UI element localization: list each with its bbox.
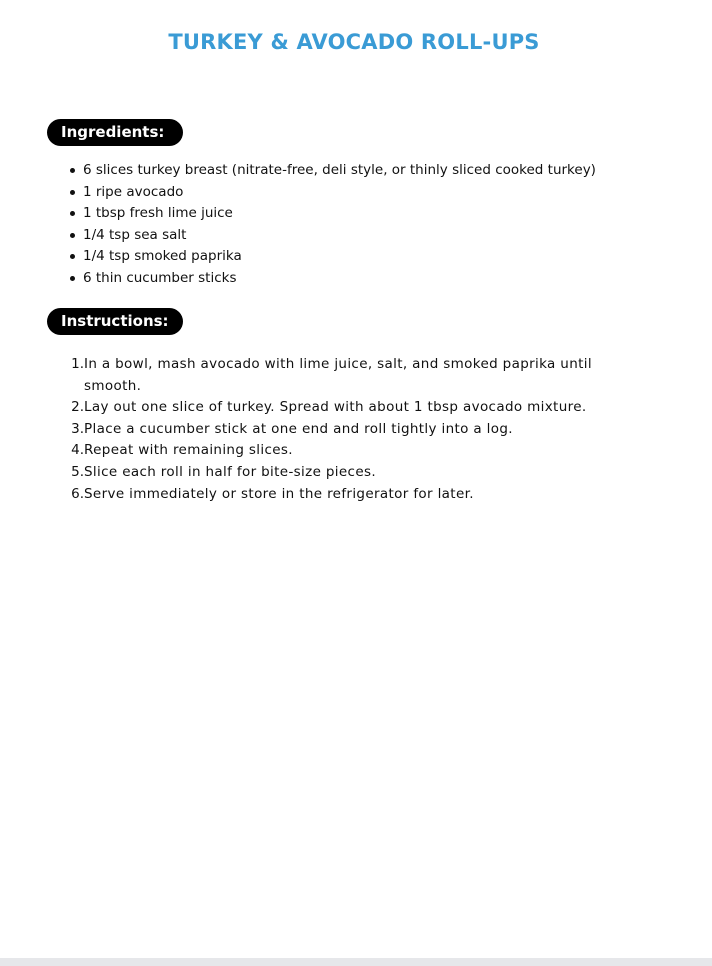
step-text: Place a cucumber stick at one end and roll tightly into a log.	[84, 420, 513, 437]
step-text: In a bowl, mash avocado with lime juice, salt, and smoked paprika until smooth.	[84, 356, 592, 394]
bullet-icon	[70, 276, 75, 281]
instruction-step	[66, 419, 646, 441]
step-text: Slice each roll in half for bite-size pieces.	[84, 463, 377, 480]
step-number: 3.	[71, 420, 84, 437]
ingredient-text: 6 thin cucumber sticks	[83, 269, 237, 286]
ingredient-text: 1 ripe avocado	[83, 183, 184, 200]
ingredient-item	[70, 203, 596, 225]
recipe-title	[0, 28, 708, 56]
ingredient-text: 6 slices turkey breast (nitrate-free, deli style, or thinly sliced cooked turkey)	[83, 162, 596, 178]
step-number: 4.	[71, 442, 84, 459]
instruction-step	[66, 462, 646, 484]
ingredient-text: 1 tbsp fresh lime juice	[83, 205, 233, 222]
bullet-icon	[70, 211, 75, 216]
ingredient-item	[70, 268, 596, 290]
instruction-list	[66, 354, 646, 505]
bullet-icon	[70, 233, 75, 238]
title-part-avocado: AVOCADO ROLL-UPS	[296, 30, 540, 54]
instruction-step	[66, 397, 646, 419]
ingredient-item	[70, 225, 596, 247]
step-number: 5.	[71, 463, 84, 480]
step-text: Serve immediately or store in the refrigerator for later.	[84, 485, 474, 502]
ingredient-item	[70, 160, 596, 182]
step-number: 6.	[71, 485, 84, 502]
instruction-step	[66, 484, 646, 506]
title-part-turkey: TURKEY	[168, 30, 263, 54]
bullet-icon	[70, 168, 75, 173]
ingredients-heading: Ingredients:	[47, 119, 183, 146]
instruction-step	[66, 440, 646, 462]
step-number: 2.	[71, 399, 84, 416]
ingredient-list	[70, 160, 596, 290]
ingredient-item	[70, 246, 596, 268]
step-text: Repeat with remaining slices.	[84, 442, 293, 459]
ingredient-text: 1/4 tsp sea salt	[83, 226, 187, 243]
bullet-icon	[70, 190, 75, 195]
title-ampersand: &	[270, 30, 289, 54]
bullet-icon	[70, 254, 75, 259]
page-bottom-edge	[0, 958, 712, 966]
instructions-heading: Instructions:	[47, 308, 183, 335]
ingredient-text: 1/4 tsp smoked paprika	[83, 248, 242, 265]
instruction-step	[66, 354, 646, 397]
ingredient-item	[70, 182, 596, 204]
step-text: Lay out one slice of turkey. Spread with about 1 tbsp avocado mixture.	[84, 399, 587, 416]
step-number: 1.	[71, 356, 84, 372]
